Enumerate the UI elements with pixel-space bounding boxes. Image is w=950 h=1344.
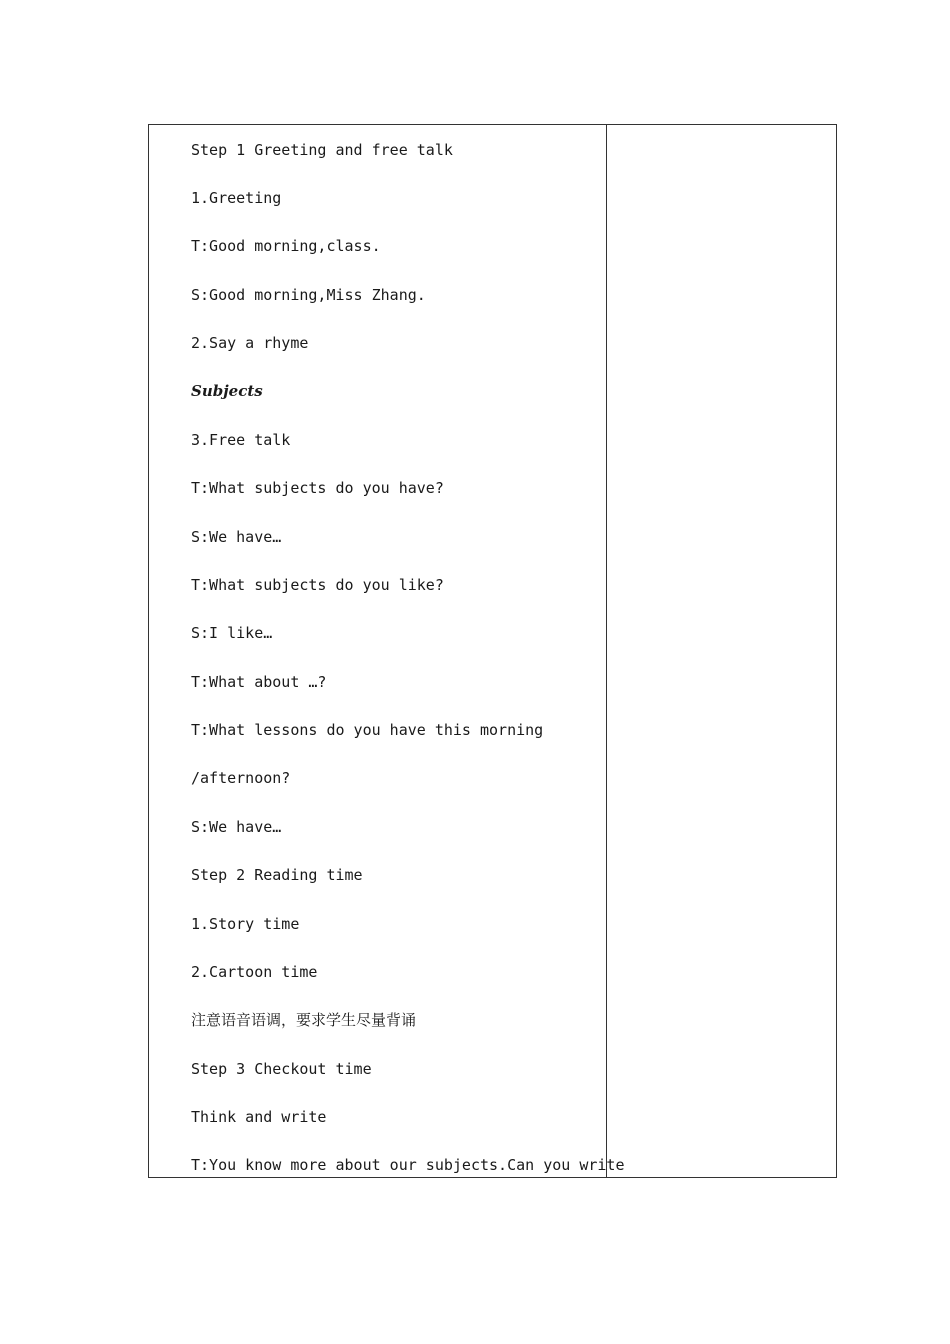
think-write-item: Think and write — [191, 1108, 327, 1126]
teacher-line-continued: /afternoon? — [191, 769, 291, 787]
notes-cell — [607, 125, 836, 1177]
step2-heading: Step 2 Reading time — [191, 866, 363, 884]
step3-heading: Step 3 Checkout time — [191, 1060, 372, 1078]
teaching-note: 注意语音语调，要求学生尽量背诵 — [191, 1011, 417, 1029]
teacher-line: T:Good morning,class. — [191, 237, 381, 255]
step1-heading: Step 1 Greeting and free talk — [191, 141, 453, 159]
student-line: S:We have… — [191, 528, 282, 546]
greeting-item: 1.Greeting — [191, 189, 282, 207]
rhyme-item: 2.Say a rhyme — [191, 334, 309, 352]
story-time-item: 1.Story time — [191, 915, 300, 933]
student-line: S:We have… — [191, 818, 282, 836]
rhyme-title: Subjects — [191, 382, 263, 400]
teacher-line: T:What about …? — [191, 673, 327, 691]
teacher-line: T:What subjects do you have? — [191, 479, 444, 497]
cartoon-time-item: 2.Cartoon time — [191, 963, 318, 981]
student-line: S:Good morning,Miss Zhang. — [191, 286, 426, 304]
free-talk-item: 3.Free talk — [191, 431, 291, 449]
teacher-line: T:What lessons do you have this morning — [191, 721, 544, 739]
teacher-line: T:What subjects do you like? — [191, 576, 444, 594]
student-line: S:I like… — [191, 624, 273, 642]
teacher-line: T:You know more about our subjects.Can you write — [191, 1156, 625, 1174]
